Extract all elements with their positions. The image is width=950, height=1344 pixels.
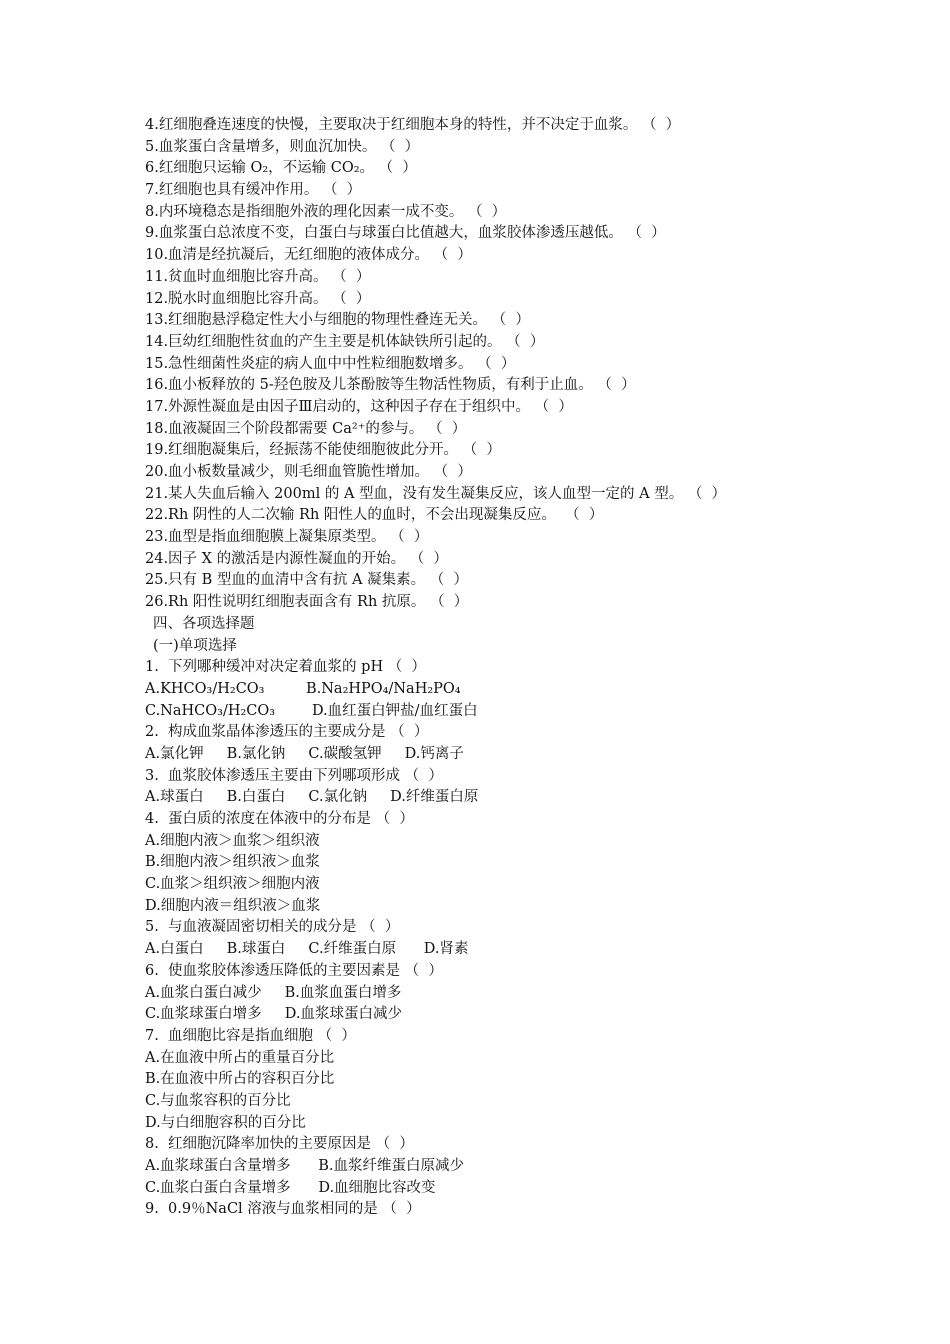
question-option: B.在血液中所占的容积百分比: [145, 1071, 335, 1088]
judgment-item: 16.血小板释放的 5-羟色胺及儿茶酚胺等生物活性物质，有利于止血。 （ ）: [145, 377, 636, 394]
judgment-item: 19.红细胞凝集后，经振荡不能使细胞彼此分开。 （ ）: [145, 442, 501, 459]
judgment-item: 6.红细胞只运输 O₂，不运输 CO₂。 （ ）: [145, 160, 417, 177]
question-stem: 1. 下列哪种缓冲对决定着血浆的 pH （ ）: [145, 659, 426, 676]
question-option: D.细胞内液＝组织液＞血浆: [145, 897, 321, 914]
question-stem: 6. 使血浆胶体渗透压降低的主要因素是 （ ）: [145, 962, 443, 979]
question-options: C.血浆白蛋白含量增多 D.血细胞比容改变: [145, 1179, 436, 1196]
judgment-item: 20.血小板数量减少，则毛细血管脆性增加。 （ ）: [145, 464, 472, 480]
question-option: C.与血浆容积的百分比: [145, 1092, 291, 1109]
judgment-item: 10.血清是经抗凝后，无红细胞的液体成分。 （ ）: [145, 247, 472, 264]
judgment-item: 14.巨幼红细胞性贫血的产生主要是机体缺铁所引起的。 （ ）: [145, 333, 545, 350]
judgment-item: 18.血液凝固三个阶段都需要 Ca²⁺的参与。 （ ）: [145, 420, 467, 437]
judgment-item: 13.红细胞悬浮稳定性大小与细胞的物理性叠连无关。 （ ）: [145, 312, 530, 329]
question-options: A.KHCO₃/H₂CO₃ B.Na₂HPO₄/NaH₂PO₄: [145, 680, 461, 697]
question-stem: 3. 血浆胶体渗透压主要由下列哪项形成 （ ）: [145, 767, 443, 784]
judgment-item: 22.Rh 阴性的人二次输 Rh 阳性人的血时，不会出现凝集反应。 （ ）: [145, 507, 604, 524]
judgment-item: 24.因子 X 的激活是内源性凝血的开始。 （ ）: [145, 550, 448, 567]
judgment-item: 12.脱水时血细胞比容升高。 （ ）: [145, 290, 371, 307]
question-stem: 9. 0.9％NaCl 溶液与血浆相同的是 （ ）: [145, 1201, 421, 1218]
judgment-item: 25.只有 B 型血的血清中含有抗 A 凝集素。 （ ）: [145, 572, 468, 589]
question-option: D.与白细胞容积的百分比: [145, 1114, 306, 1131]
section-title: 四、各项选择题: [153, 615, 255, 632]
judgment-item: 4.红细胞叠连速度的快慢，主要取决于红细胞本身的特性，并不决定于血浆。 （ ）: [145, 117, 681, 133]
judgment-item: 5.血浆蛋白含量增多，则血沉加快。 （ ）: [145, 138, 420, 155]
question-option: C.血浆＞组织液＞细胞内液: [145, 876, 320, 893]
question-options: A.血浆球蛋白含量增多 B.血浆纤维蛋白原减少: [145, 1158, 464, 1174]
question-option: A.在血液中所占的重量百分比: [145, 1049, 335, 1066]
judgment-item: 11.贫血时血细胞比容升高。 （ ）: [145, 268, 371, 285]
judgment-item: 7.红细胞也具有缓冲作用。 （ ）: [145, 182, 362, 199]
question-stem: 8. 红细胞沉降率加快的主要原因是 （ ）: [145, 1136, 414, 1153]
question-options: C.NaHCO₃/H₂CO₃ D.血红蛋白钾盐/血红蛋白: [145, 702, 478, 719]
question-stem: 4. 蛋白质的浓度在体液中的分布是 （ ）: [145, 811, 414, 827]
judgment-item: 9.血浆蛋白总浓度不变，白蛋白与球蛋白比值越大，血浆胶体渗透压越低。 （ ）: [145, 225, 666, 242]
question-stem: 2. 构成血浆晶体渗透压的主要成分是 （ ）: [145, 724, 429, 741]
question-options: C.血浆球蛋白增多 D.血浆球蛋白减少: [145, 1006, 402, 1023]
question-option: B.细胞内液＞组织液＞血浆: [145, 854, 320, 871]
question-options: A.血浆白蛋白减少 B.血浆血蛋白增多: [145, 984, 402, 1001]
document-content: [145, 115, 865, 1221]
judgment-item: 17.外源性凝血是由因子Ⅲ启动的，这种因子存在于组织中。 （ ）: [145, 398, 573, 415]
question-stem: 5. 与血液凝固密切相关的成分是 （ ）: [145, 919, 400, 936]
question-stem: 7. 血细胞比容是指血细胞 （ ）: [145, 1027, 356, 1044]
judgment-item: 15.急性细菌性炎症的病人血中中性粒细胞数增多。 （ ）: [145, 355, 516, 372]
question-option: A.细胞内液＞血浆＞组织液: [145, 832, 320, 849]
judgment-item: 8.内环境稳态是指细胞外液的理化因素一成不变。 （ ）: [145, 203, 507, 220]
judgment-item: 23.血型是指血细胞膜上凝集原类型。 （ ）: [145, 529, 429, 546]
question-options: A.白蛋白 B.球蛋白 C.纤维蛋白原 D.肾素: [145, 941, 469, 958]
judgment-item: 21.某人失血后输入 200ml 的 A 型血，没有发生凝集反应，该人血型一定的 A 型。 （ ）: [145, 485, 727, 502]
question-options: A.氯化钾 B.氯化钠 C.碳酸氢钾 D.钙离子: [145, 745, 464, 762]
subsection-title: (一)单项选择: [153, 637, 237, 654]
judgment-item: 26.Rh 阳性说明红细胞表面含有 Rh 抗原。 （ ）: [145, 594, 469, 611]
question-options: A.球蛋白 B.白蛋白 C.氯化钠 D.纤维蛋白原: [145, 789, 479, 806]
